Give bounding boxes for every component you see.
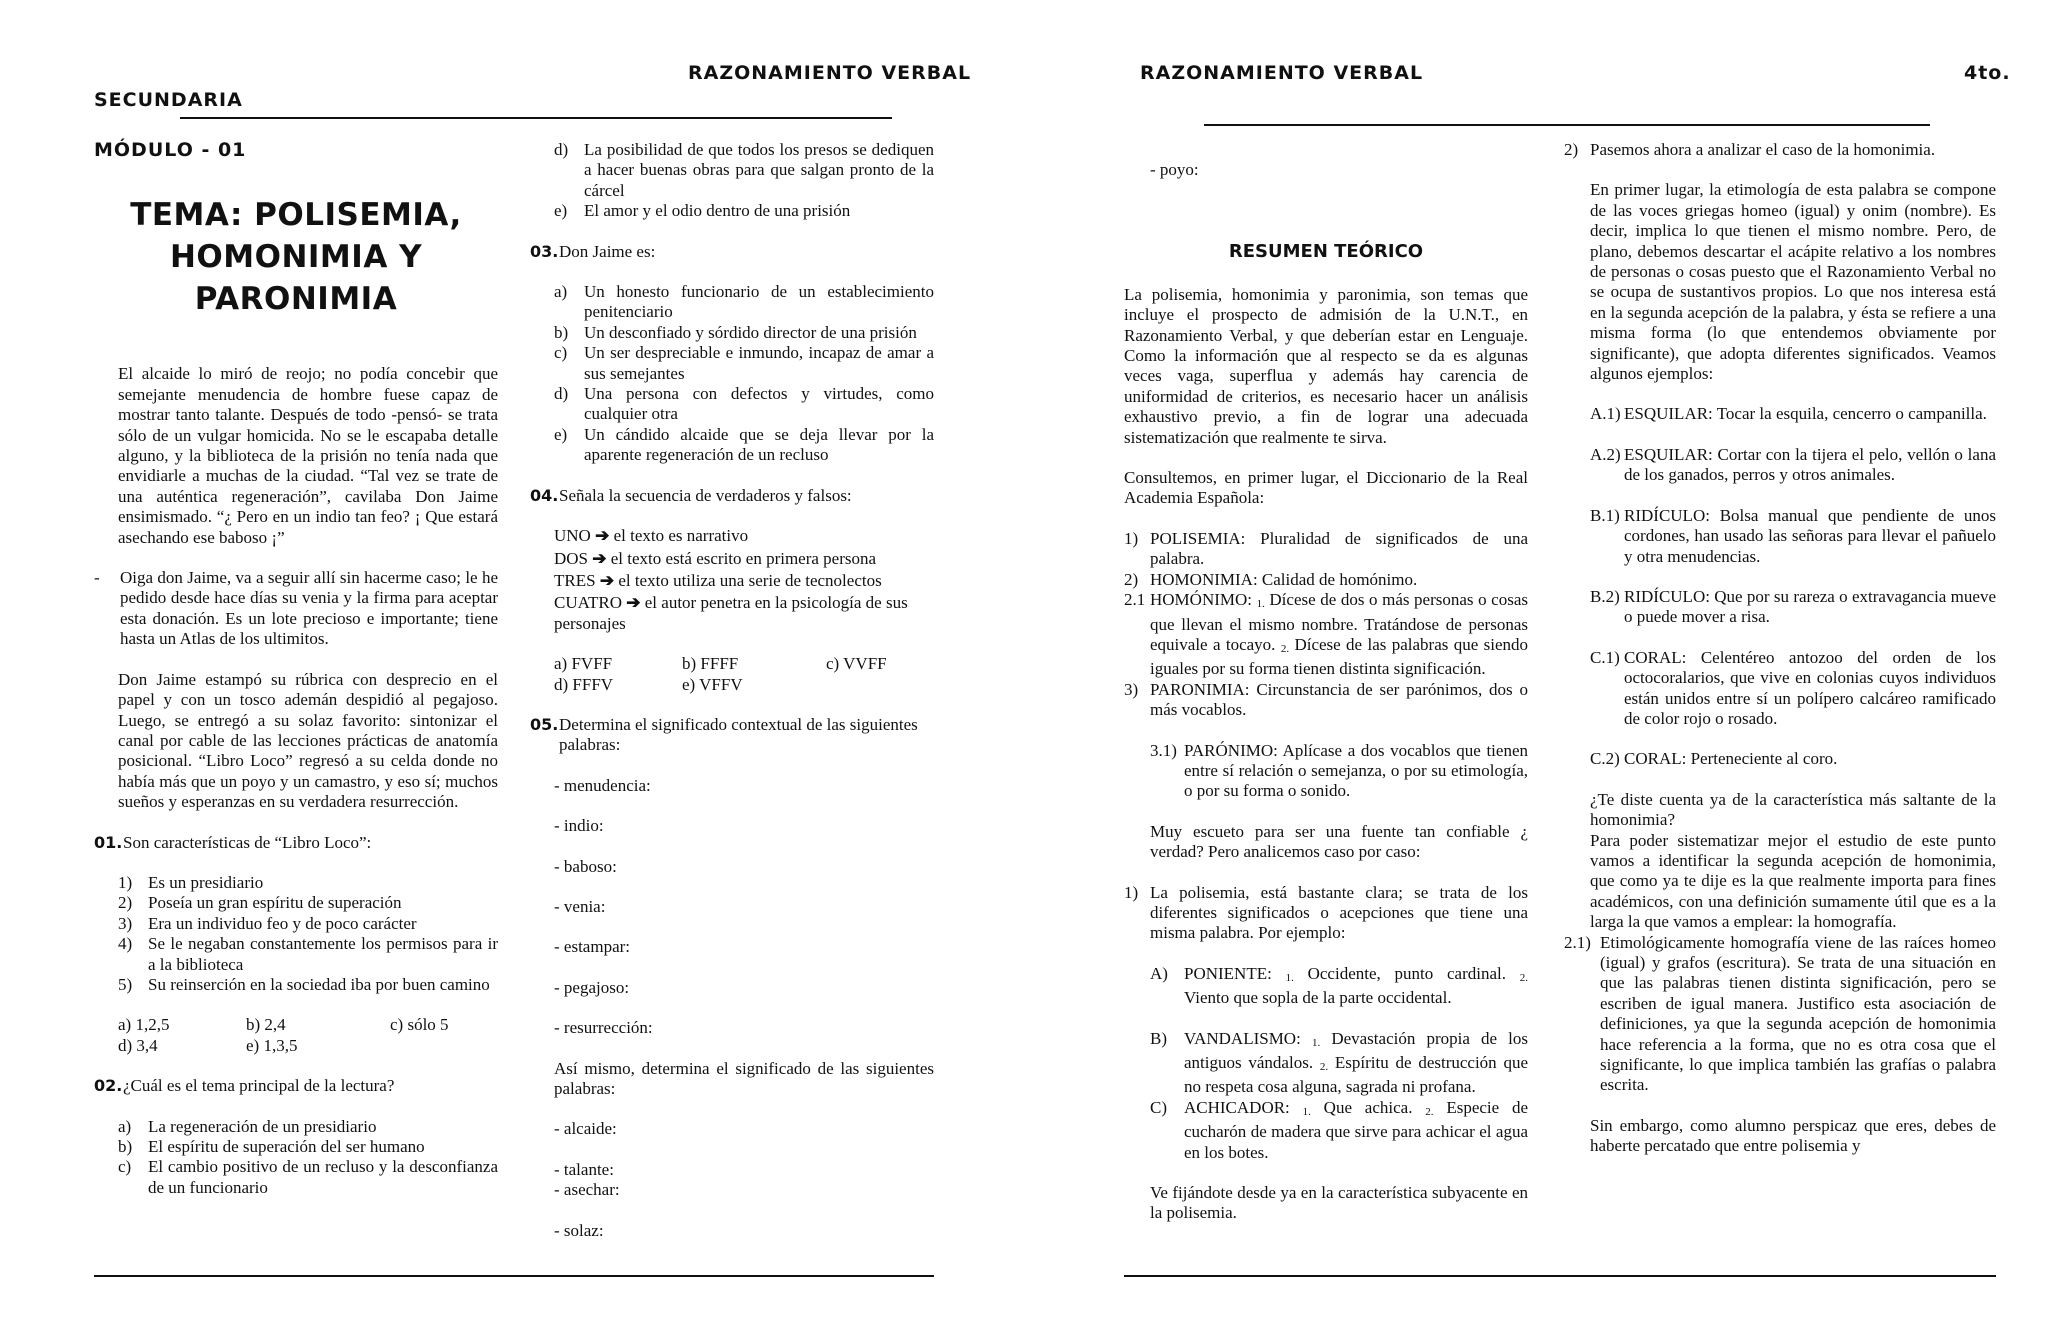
point-tag: 2.1) [1564, 932, 1591, 952]
def-tag: 2) [1124, 569, 1139, 589]
example-item [1590, 749, 1996, 769]
question-text: Señala la secuencia de verdaderos y falsos: [559, 485, 852, 505]
escueto-paragraph: Muy escueto para ser una fuente tan confiable ¿ verdad? Pero analicemos caso por caso: [1150, 821, 1528, 862]
right-column-2 [1564, 140, 1996, 1177]
item-tag: 3) [118, 913, 133, 933]
arrow-icon: ➔ [595, 526, 610, 546]
example-sense: Devastación propia de los antiguos vándalos. [1184, 1028, 1529, 1072]
sense-number: 1. [1302, 1105, 1311, 1118]
reading-paragraph-1: El alcaide lo miró de reojo; no podía concebir que semejante menudencia de hombre fuese capaz de mostrar tanto talante. Después de todo -pensó- se trata sólo de un vulgar homicida. No se le escapaba detalle alguno, y la biblioteca de la prisión no tenía nada que envidiarle a muchas de la ciudad. “Tal vez se trate de una auténtica regeneración”, cavilaba Don Jaime ensimismado. “¿ Pero en un indio tan feo? ¡ Que estará asechando ese baboso ¡” [118, 364, 498, 547]
question-number: 05. [530, 714, 559, 734]
question-text: Don Jaime es: [559, 241, 656, 261]
arrow-icon: ➔ [626, 593, 641, 613]
item-tag: 4) [118, 934, 133, 954]
q-diste-paragraph: ¿Te diste cuenta ya de la característica más saltante de la homonimia? [1590, 789, 1996, 830]
question-01 [94, 833, 498, 853]
option: d) FFFV [554, 674, 614, 694]
resumen-title: RESUMEN TEÓRICO [1228, 241, 1424, 263]
example-item [1590, 648, 1996, 730]
poyo-word: - poyo: [1150, 160, 1199, 179]
example-item [1150, 1098, 1528, 1163]
statement-label: TRES [554, 570, 596, 590]
example-item [1590, 506, 1996, 567]
right-column-1 [1124, 160, 1528, 1244]
homonimia-paragraph: En primer lugar, la etimología de esta palabra se compone de las voces griegas homeo (igual) y onim (nombre). Es decir, implica lo que tienen el mismo nombre. Pero, de plano, debemos descartar el acápite relativo a los nombres de personas o cosas puesto que el Razonamiento Verbal no se ocupa de sustantivos propios. Lo que nos interesa está en la segunda acepción de la palabra, y ésta se refiere a una misma forma (lo que entendemos obviamente por significante), que adopta diferentes significados. Veamos algunos ejemplos: [1590, 180, 1996, 384]
statement-text: el texto utiliza una serie de tecnolectos [618, 570, 882, 590]
sense-number: 2. [1319, 1061, 1329, 1073]
question-text: ¿Cuál es el tema principal de la lectura? [123, 1076, 395, 1096]
item-text: La posibilidad de que todos los presos se dediquen a hacer buenas obras para que salgan pronto de la cárcel [584, 140, 934, 200]
word-item: - talante: [554, 1159, 614, 1179]
right-page [1024, 0, 2048, 1335]
point-text: Etimológicamente homografía viene de las raíces homeo (igual) y grafos (escritura). Se trata de una situación en que las palabras tienen distinta significación, pero se escriben de igual manera. Justifico esta asociación de definiciones, ya que la segunda acepción de homonimia hace referencia a la forma, que no es otra cosa que el significante, lo que implica también las grafías o palabra escrita. [1600, 932, 1996, 1095]
def-tag: 3.1) [1150, 740, 1177, 760]
example-sense: Occidente, punto cardinal. [1307, 963, 1506, 983]
option: e) VFFV [682, 674, 743, 694]
header-rule-left [180, 117, 892, 119]
intro-paragraph-1: La polisemia, homonimia y paronimia, son temas que incluye el prospecto de admisión de la U.N.T., en Razonamiento Verbal, y que deberían estar en Lenguaje. Como la información que al respecto se da es algunas veces vaga, superflua y además hay carencia de uniformidad de criterios, es necesario hacer un análisis exhaustivo previo, a fin de lograr una adecuada sistematización que realmente te sirva. [1124, 284, 1528, 447]
statement [554, 526, 934, 546]
item-text: Era un individuo feo y de poco carácter [148, 913, 417, 933]
title-line-2: HOMONIMIA Y PARONIMIA [169, 239, 423, 318]
option: a) 1,2,5 [118, 1015, 170, 1035]
statement-label: CUATRO [554, 593, 623, 613]
item-tag: 2) [118, 893, 133, 913]
list-item [554, 384, 934, 425]
list-item [118, 873, 498, 893]
example-item [1150, 964, 1528, 1009]
footer-rule-left [94, 1275, 934, 1277]
ve-paragraph: Ve fijándote desde ya en la característica subyacente en la polisemia. [1150, 1183, 1528, 1223]
example-sense: Espíritu de destrucción que no respeta cosa alguna, sagrada ni profana. [1184, 1053, 1529, 1097]
item-text: El amor y el odio dentro de una prisión [584, 201, 851, 221]
definition-item [1124, 741, 1528, 802]
intro-paragraph-2: Consultemos, en primer lugar, el Diccionario de la Real Academia Española: [1124, 468, 1528, 508]
word-item: - resurrección: [554, 1018, 653, 1038]
sense-number: 1. [1311, 1036, 1321, 1049]
question-number: 01. [94, 832, 123, 852]
example-item [1150, 1029, 1528, 1098]
item-text: Su reinserción en la sociedad iba por buen camino [148, 974, 490, 994]
example-item [1590, 587, 1996, 628]
polisemia-examples [1124, 964, 1528, 1224]
homografia-point [1564, 933, 1996, 1096]
item-tag: c) [554, 343, 568, 363]
item-text: Un desconfiado y sórdido director de una prisión [584, 322, 917, 342]
question-number: 04. [530, 485, 559, 505]
list-item [118, 1117, 498, 1137]
title-line-1: TEMA: POLISEMIA, [130, 197, 462, 234]
item-text: Un ser despreciable e inmundo, incapaz de amar a sus semejantes [584, 343, 934, 383]
q3-items [530, 282, 934, 466]
question-text: Determina el significado contextual de las siguientes palabras: [559, 714, 918, 755]
question-text: Son características de “Libro Loco”: [123, 832, 372, 852]
example-sense: Que achica. [1323, 1097, 1413, 1117]
page-title [94, 194, 498, 320]
question-05 [530, 715, 934, 756]
option: c) VVFF [826, 654, 887, 674]
item-text: Un cándido alcaide que se deja llevar por la aparente regeneración de un recluso [584, 424, 934, 465]
option: b) 2,4 [246, 1015, 286, 1035]
question-03 [530, 242, 934, 262]
header-course-left: RAZONAMIENTO VERBAL [688, 62, 972, 84]
example-text: CORAL: Perteneciente al coro. [1624, 749, 1838, 769]
word-item: - venia: [554, 896, 606, 916]
item-tag: c) [118, 1157, 132, 1177]
left-column-1 [94, 140, 498, 1198]
word-item: - solaz: [554, 1220, 604, 1240]
definition-item [1124, 680, 1528, 721]
word-item: - asechar: [554, 1180, 620, 1200]
list-item [554, 323, 934, 343]
example-tag: A.2) [1590, 444, 1621, 464]
statement [554, 593, 934, 634]
reading-paragraph-2: Oiga don Jaime, va a seguir allí sin hacerme caso; le he pedido desde hace días su venia y la firma para aceptar esta donación. Es un lote precioso e importante; tiene hasta un Atlas de los ultimitos. [120, 568, 498, 649]
def-text: PARÓNIMO: Aplícase a dos vocablos que tienen entre sí relación o semejanza, o por su etimología, o por su forma o sonido. [1184, 740, 1528, 801]
q5-words-1 [530, 776, 934, 1241]
option: e) 1,3,5 [246, 1035, 298, 1055]
example-tag: B.2) [1590, 586, 1620, 606]
example-text [1184, 1029, 1528, 1098]
example-word: PONIENTE: [1184, 963, 1272, 983]
word-item: - indio: [554, 816, 604, 836]
sense-number: 1. [1256, 598, 1265, 611]
point-text: Pasemos ahora a analizar el caso de la homonimia. [1590, 140, 1936, 159]
example-sense: Especie de cucharón de madera que sirve para achicar el agua en los botes. [1184, 1097, 1529, 1162]
definition-item [1124, 529, 1528, 570]
item-tag: 1) [118, 872, 133, 892]
header-level: SECUNDARIA [94, 89, 243, 111]
list-item [554, 343, 934, 384]
option: b) FFFF [682, 654, 739, 674]
def-text: POLISEMIA: Pluralidad de significados de una palabra. [1150, 528, 1528, 569]
arrow-icon: ➔ [592, 548, 607, 568]
example-tag: C.2) [1590, 749, 1620, 769]
word-item: - estampar: [554, 937, 630, 957]
item-tag: 5) [118, 974, 133, 994]
item-tag: a) [118, 1116, 132, 1136]
list-item [118, 914, 498, 934]
question-02 [94, 1076, 498, 1096]
list-item [118, 934, 498, 975]
q1-items [94, 873, 498, 995]
list-item [554, 282, 934, 323]
question-04 [530, 486, 934, 506]
item-tag: a) [554, 282, 568, 302]
def-tag: 3) [1124, 679, 1139, 699]
statement-text: el autor penetra en la psicología de sus personajes [554, 593, 908, 633]
list-item [554, 201, 934, 221]
example-text: ESQUILAR: Cortar con la tijera el pelo, vellón o lana de los ganados, perros y otros animales. [1624, 444, 1996, 485]
option: d) 3,4 [118, 1035, 158, 1055]
sin-embargo-paragraph: Sin embargo, como alumno perspicaz que eres, debes de haberte percatado que entre polisemia y [1590, 1115, 1996, 1156]
statement-label: UNO [554, 526, 591, 546]
item-tag: e) [554, 201, 568, 221]
example-sense: Viento que sopla de la parte occidental. [1184, 988, 1452, 1008]
word-item: - alcaide: [554, 1119, 617, 1139]
left-column-2 [530, 140, 934, 1241]
word-item: - menudencia: [554, 775, 651, 795]
point-tag: 2) [1564, 140, 1579, 159]
def-text [1150, 590, 1528, 680]
word-item: - pegajoso: [554, 977, 630, 997]
sense-number: 2. [1280, 642, 1290, 655]
module-label: MÓDULO - 01 [94, 139, 247, 161]
def-text: PARONIMIA: Circunstancia de ser parónimos, dos o más vocablos. [1150, 679, 1528, 720]
example-tag: C) [1150, 1097, 1167, 1117]
header-rule-right [1204, 124, 1930, 126]
example-text [1184, 964, 1528, 1009]
item-tag: b) [118, 1137, 133, 1156]
example-tag: B) [1150, 1028, 1167, 1048]
question-number: 02. [94, 1076, 123, 1096]
sistematizar-paragraph: Para poder sistematizar mejor el estudio de este punto vamos a identificar la segunda acepción de homonimia, que como ya te dije es la que realmente importa para fines académicos, con una definición sumamente útil que es a la larga la que vamos a emplear: la homografía. [1590, 830, 1996, 932]
item-text: Una persona con defectos y virtudes, como cualquier otra [584, 384, 934, 424]
item-text: Poseía un gran espíritu de superación [148, 893, 402, 913]
example-word: ACHICADOR: [1184, 1097, 1290, 1117]
example-word: VANDALISMO: [1184, 1028, 1301, 1048]
list-item [118, 1137, 498, 1157]
example-tag: B.1) [1590, 505, 1620, 525]
statement [554, 549, 934, 569]
example-text: ESQUILAR: Tocar la esquila, cencerro o campanilla. [1624, 404, 1987, 424]
example-tag: A) [1150, 963, 1168, 983]
definitions [1124, 529, 1528, 721]
polisemia-point [1124, 883, 1528, 944]
sense-number: 2. [1425, 1105, 1434, 1118]
item-text: El cambio positivo de un recluso y la desconfianza de un funcionario [148, 1157, 498, 1197]
q5-text-2: Así mismo, determina el significado de las siguientes palabras: [554, 1058, 934, 1098]
example-item [1590, 404, 1996, 424]
statement-text: el texto está escrito en primera persona [610, 548, 877, 568]
point-text: La polisemia, está bastante clara; se trata de los diferentes significados o acepciones que tiene una misma palabra. Por ejemplo: [1150, 882, 1528, 943]
option: a) FVFF [554, 654, 613, 674]
word-item: - baboso: [554, 856, 617, 876]
reading-dash: - [94, 568, 100, 588]
example-text: RIDÍCULO: Bolsa manual que pendiente de unos cordones, han usado las señoras para llevar el pañuelo y otra menudencias. [1624, 505, 1996, 566]
item-tag: d) [554, 140, 569, 159]
item-text: La regeneración de un presidiario [148, 1116, 377, 1136]
def-sense: Dícese de dos o más personas o cosas que llevan el mismo nombre. Tratándose de personas equivale a tocayo. [1150, 590, 1529, 654]
sense-number: 1. [1285, 971, 1294, 984]
footer-rule-right [1124, 1275, 1996, 1277]
item-tag: b) [554, 322, 569, 342]
def-text: HOMONIMIA: Calidad de homónimo. [1150, 569, 1418, 589]
homonimia-point [1564, 140, 1996, 160]
item-text: Es un presidiario [148, 872, 264, 892]
def-word: HOMÓNIMO: [1150, 590, 1252, 610]
arrow-icon: ➔ [599, 570, 615, 590]
q4-statements [530, 526, 934, 634]
item-text: Un honesto funcionario de un establecimiento penitenciario [584, 282, 934, 322]
example-text [1184, 1098, 1528, 1163]
list-item [118, 893, 498, 913]
q2-items-part1 [94, 1117, 498, 1199]
homonimia-examples [1564, 404, 1996, 932]
sense-number: 2. [1519, 971, 1529, 984]
q1-options [94, 1015, 498, 1056]
reading-paragraph-3: Don Jaime estampó su rúbrica con desprecio en el papel y con un tosco ademán despidió al pegajoso. Luego, se entregó a su solaz favorito: sintonizar el canal por cable de las lecciones prácticas de anatomía posicional. “Libro Loco” regresó a su celda donde no había más que un poyo y un camastro, y eso sí; muchos sueños y esperanzas en su verdadera resurrección. [118, 669, 498, 812]
def-tag: 1) [1124, 528, 1139, 548]
example-item [1590, 445, 1996, 486]
example-tag: A.1) [1590, 404, 1621, 424]
question-number: 03. [530, 241, 559, 261]
def-sense: Dícese de las palabras que siendo iguales por su forma tienen distinta significación. [1150, 634, 1529, 679]
definition-item [1124, 570, 1528, 590]
item-text: Se le negaban constantemente los permisos para ir a la biblioteca [148, 934, 498, 974]
point-tag: 1) [1124, 882, 1139, 902]
example-text: CORAL: Celentéreo antozoo del orden de los octocoralarios, que vive en colonias cuyos individuos están unidos entre sí un polípero calcáreo ramificado de color rojo o rosado. [1624, 647, 1996, 728]
header-course-right: RAZONAMIENTO VERBAL [1140, 62, 1424, 84]
item-tag: e) [554, 424, 568, 444]
definition-item [1124, 590, 1528, 680]
list-item [118, 975, 498, 995]
reading-dialogue [94, 568, 498, 650]
item-tag: d) [554, 384, 569, 404]
list-item [554, 140, 934, 201]
statement [554, 571, 934, 591]
header-grade: 4to. [1964, 62, 2011, 84]
item-text: El espíritu de superación del ser humano [148, 1137, 425, 1156]
statement-text: el texto es narrativo [613, 526, 749, 546]
q4-options [530, 654, 934, 695]
example-text: RIDÍCULO: Que por su rareza o extravagancia mueve o puede mover a risa. [1624, 586, 1996, 627]
list-item [554, 425, 934, 466]
list-item [118, 1157, 498, 1198]
statement-label: DOS [554, 548, 589, 568]
def-tag: 2.1 [1124, 590, 1146, 610]
option: c) sólo 5 [390, 1015, 449, 1035]
example-tag: C.1) [1590, 647, 1620, 667]
q2-items-part2 [530, 140, 934, 222]
